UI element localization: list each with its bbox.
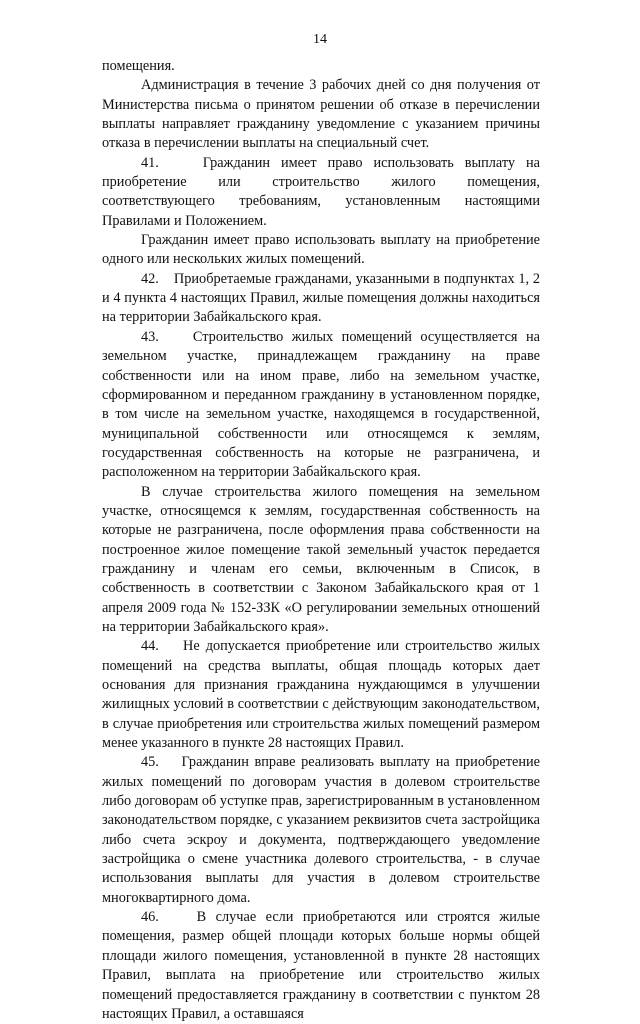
paragraph-clause-45: 45. Гражданин вправе реализовать выплату на приобретение жилых помещений по договорам участия в долевом строительстве либо договорам об уступке прав, зарегистрированным в установленном законодательством порядке, с указанием реквизитов счета застройщика либо счета эскроу и документа, подтверждающего уведомление застройщика о смене участника долевого строительства, - в случае использования выплаты для участия в долевом строительстве многоквартирного дома. — [102, 754, 540, 906]
document-body — [102, 57, 540, 1024]
paragraph-clause-41: 41. Гражданин имеет право использовать выплату на приобретение или строительство жилого помещения, соответствующего требованиям, установленным настоящими Правилами и Положением. — [102, 154, 540, 229]
page-number: 14 — [313, 32, 327, 47]
paragraph-clause-41-cont: Гражданин имеет право использовать выплату на приобретение одного или нескольких жилых помещений. — [102, 232, 540, 268]
paragraph-clause-43-cont: В случае строительства жилого помещения на земельном участке, относящемся к землям, государственная собственность на которые не разграничена, после оформления права собственности на построенное жилое помещение такой земельный участок передается гражданину и членам его семьи, включенным в Список, в собственность в соответствии с Законом Забайкальского края от 1 апреля 2009 года № 152-ЗЗК «О регулировании земельных отношений на территории Забайкальского края». — [102, 483, 540, 635]
paragraph-continuation: помещения. — [102, 58, 175, 74]
paragraph-clause-44: 44. Не допускается приобретение или строительство жилых помещений на средства выплаты, общая площадь которых дает основания для признания гражданина нуждающимся в улучшении жилищных условий в соответствии с действующим законодательством, в случае приобретения или строительства жилых помещений размером менее указанного в пункте 28 настоящих Правил. — [102, 638, 540, 752]
paragraph-clause-46: 46. В случае если приобретаются или строятся жилые помещения, размер общей площади которых больше нормы общей площади жилого помещения, установленной в пункте 28 настоящих Правил, выплата на приобретение или строительство жилых помещений предоставляется гражданину в соответствии с пунктом 28 настоящих Правил, а оставшаяся — [102, 909, 540, 1022]
paragraph-administration-notice: Администрация в течение 3 рабочих дней со дня получения от Министерства письма о принятом решении об отказе в перечислении выплаты направляет гражданину уведомление с указанием причины отказа в перечислении выплаты на специальный счет. — [102, 77, 540, 152]
paragraph-clause-43: 43. Строительство жилых помещений осуществляется на земельном участке, принадлежащем гражданину на праве собственности или на ином праве, либо на земельном участке, сформированном и переданном гражданину в установленном порядке, в том числе на земельном участке, находящемся в государственной, муниципальной собственности или относящемся к землям, государственная собственность на которые не разграничена, и расположенном на территории Забайкальского края. — [102, 328, 540, 481]
paragraph-clause-42: 42. Приобретаемые гражданами, указанными в подпунктах 1, 2 и 4 пункта 4 настоящих Правил, жилые помещения должны находиться на территории Забайкальского края. — [102, 270, 540, 326]
